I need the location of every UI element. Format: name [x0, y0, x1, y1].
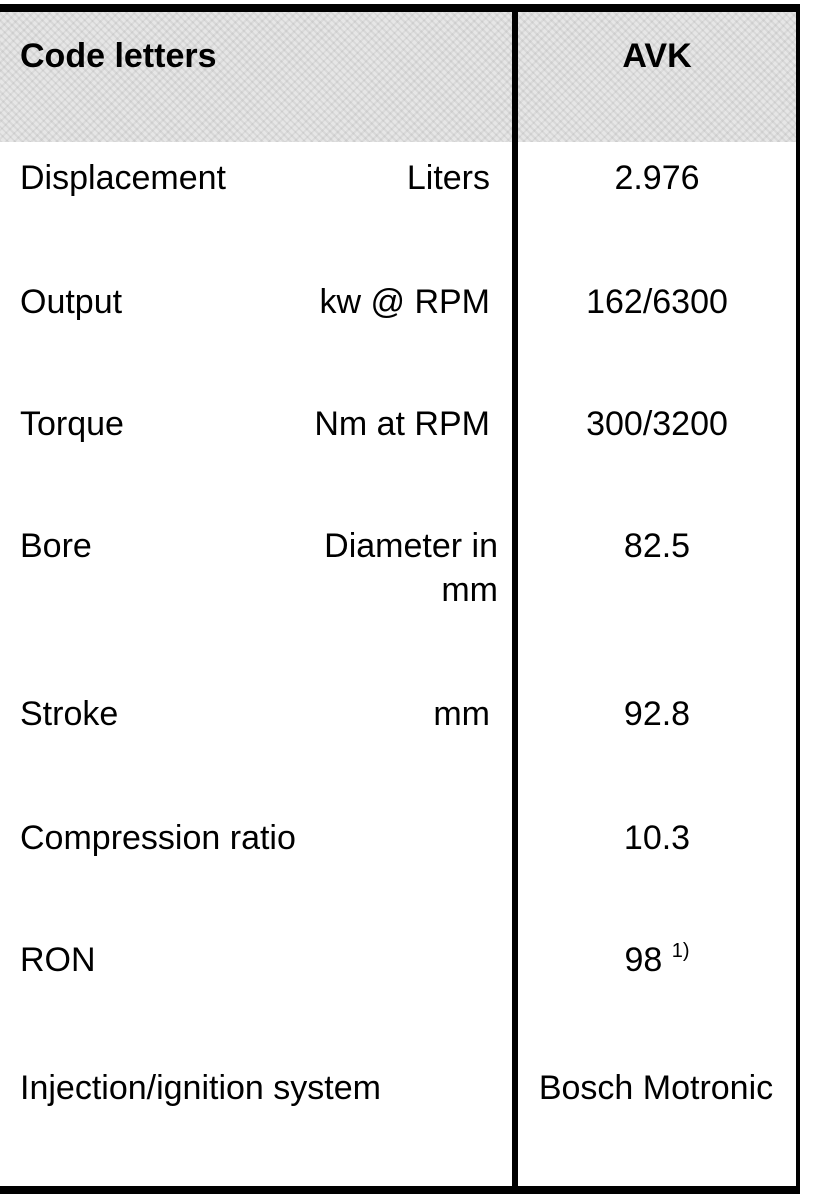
row-unit: mm [433, 695, 490, 733]
row-value: 2.976 [614, 159, 700, 197]
row-value [518, 938, 796, 982]
row-unit: Diameter in mm [324, 527, 498, 609]
header-value: AVK [622, 37, 692, 75]
header-label: Code letters [20, 37, 217, 75]
row-label: RON [20, 941, 96, 979]
row-label: Compression ratio [20, 819, 296, 857]
row-value: 92.8 [623, 695, 691, 733]
row-unit: Liters [406, 159, 490, 197]
row-unit: Nm at RPM [314, 405, 490, 443]
row-label: Bore [20, 527, 92, 565]
row-value: 82.5 [623, 527, 691, 565]
row-value: 10.3 [623, 819, 691, 857]
engine-spec-table [0, 4, 800, 1194]
row-label: Displacement [20, 159, 226, 197]
row-label: Output [20, 283, 123, 321]
row-value: Bosch Motronic [538, 1069, 774, 1107]
row-unit: kw @ RPM [319, 283, 490, 321]
footnote-marker: 1) [671, 940, 690, 962]
row-label: Torque [20, 405, 124, 443]
row-label: Injection/ignition system [20, 1069, 381, 1107]
row-label: Stroke [20, 695, 119, 733]
ron-value: 98 [624, 941, 663, 979]
row-value: 162/6300 [586, 283, 728, 321]
row-value: 300/3200 [586, 405, 728, 443]
